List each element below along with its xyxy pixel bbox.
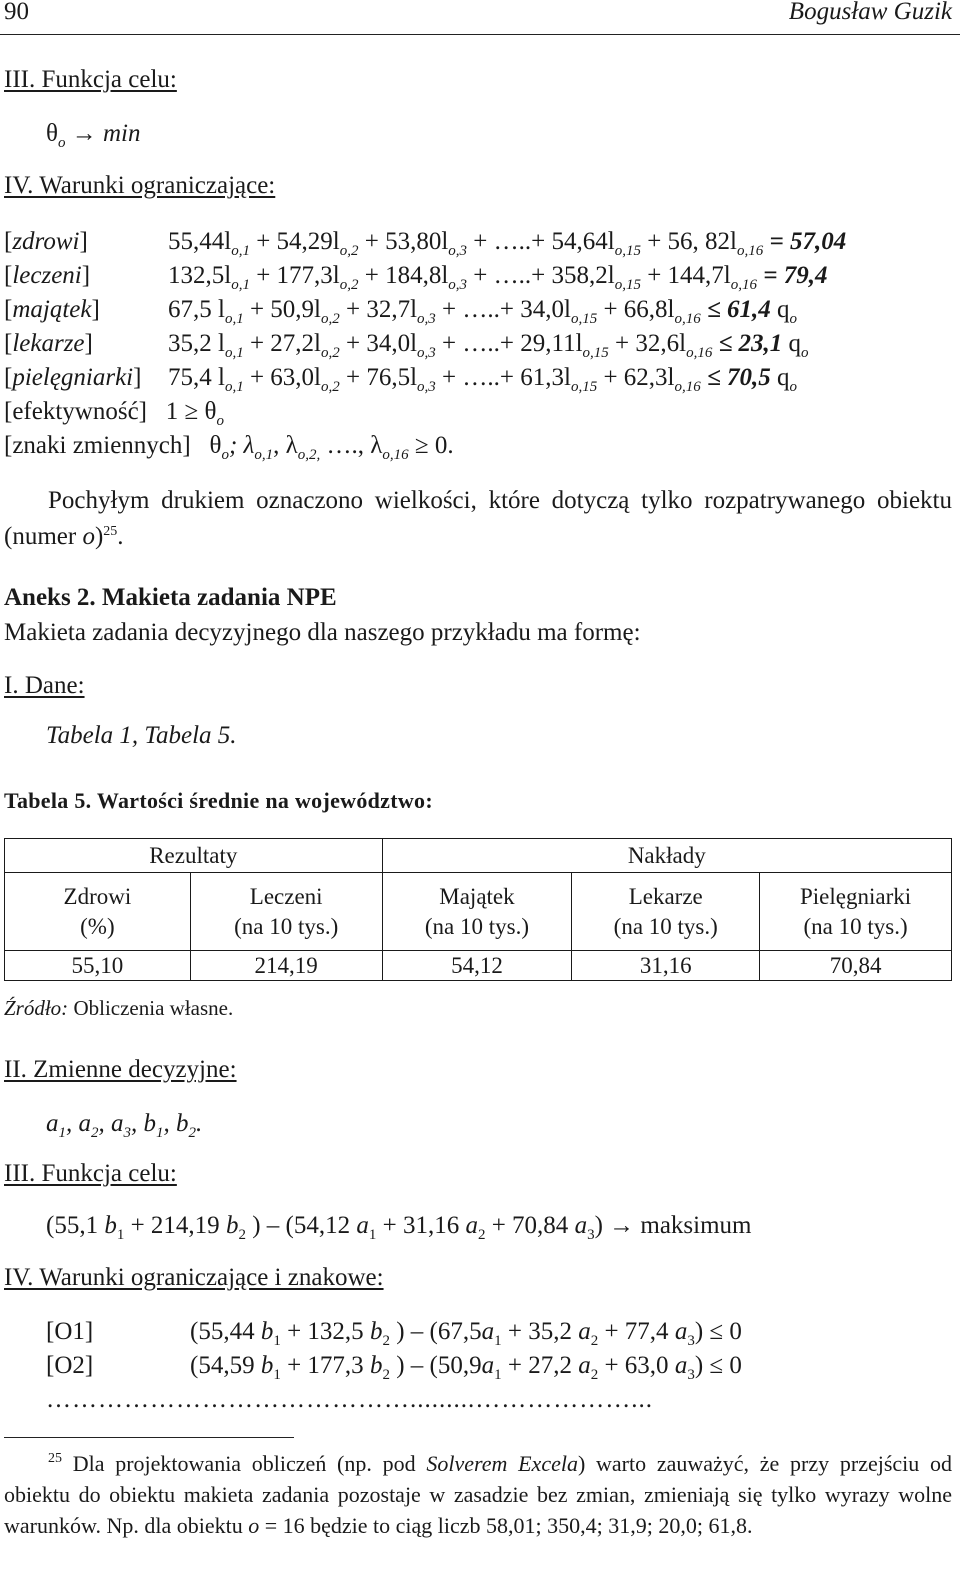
constraint-efektywnosc: [efektywność] $1 \ge \theta_o$ xyxy=(4,398,224,429)
constraint-expression: 35,2 $l_{o,1} + 27,2l_{o,2} + 34,0l_{o,3}$ + …..+ $29,11l_{o,15} + 32,6l_{o,16} \le 23,1$ $q_o$ xyxy=(168,330,809,361)
section-iv-title-2: IV. Warunki ograniczające i znakowe: xyxy=(4,1264,384,1291)
constraint-expression: (54,59 $b_1 + 177,3$ $b_2$ ) – ($50,9a_1 + 27,2$ $a_2 + 63,0$ $a_3) \le 0$ xyxy=(190,1352,742,1383)
column-header: Zdrowi (%) xyxy=(5,873,191,951)
table-cell: 214,19 xyxy=(190,951,382,981)
running-author: Bogusław Guzik xyxy=(788,0,952,25)
footnote-25: $^{25}$ Dla projektowania obliczeń (np. pod Solverem Excela) warto zauważyć, że przy przejściu od obiektu do obiektu makieta zadania pozostaje w zasadzie bez zmian, zmieniają się tylko wyrazy wolne warunków. Np. dla obiektu o = 16 będzie to ciąg liczb 58,01; 350,4; 31,9; 20,0; 61,8. xyxy=(4,1451,953,1538)
continuation-dots: …………………………………….........………………... xyxy=(46,1386,653,1413)
constraint-rhs: ≤ 23,1 xyxy=(712,330,783,357)
constraint-expression: 75,4 $l_{o,1} + 63,0l_{o,2} + 76,5l_{o,3}$ + …..+ $61,3l_{o,15} + 62,3l_{o,16} \le 70,5$ $q_o$ xyxy=(168,364,797,395)
constraint-expression: (55,44 $b_1 + 132,5$ $b_2$ ) – ($67,5a_1 + 35,2$ $a_2 + 77,4$ $a_3) \le 0$ xyxy=(190,1318,742,1349)
objective-min: $\theta_o \to \min$ xyxy=(46,120,141,151)
page-header xyxy=(0,0,960,35)
table-cell: 55,10 xyxy=(5,951,191,981)
table-cell: 31,16 xyxy=(572,951,760,981)
table5-caption: Tabela 5. Wartości średnie na województwo: xyxy=(4,788,433,813)
constraint-label: [O2] xyxy=(46,1352,94,1379)
constraint-expression: $55,44l_{o,1} + 54,29l_{o,2} + 53,80l_{o,3}$ + …..+ $54,64l_{o,15} + 56$, $82l_{o,16} = 57,04$ xyxy=(168,228,847,259)
constraint-znaki: [znaki zmiennych] $\theta_o$; $\lambda_{o,1}$, $\lambda_{o,2,}$ …., $\lambda_{o,16} \ge 0$. xyxy=(4,432,454,463)
aneks-title: Aneks 2. Makieta zadania NPE xyxy=(4,584,337,611)
section-iii-title-2: III. Funkcja celu: xyxy=(4,1160,177,1187)
column-header: Leczeni (na 10 tys.) xyxy=(190,873,382,951)
objective-function: (55,1 $b_1 + 214,19$ $b_2$ ) – (54,12 $a_1 + 31,16$ $a_2 + 70,84$ $a_3$) → maksimum xyxy=(46,1212,752,1243)
section-iii-title: III. Funkcja celu: xyxy=(4,66,177,93)
footnote-divider xyxy=(4,1437,294,1438)
constraint-label: [O1] xyxy=(46,1318,94,1345)
constraint-label: [lekarze] xyxy=(4,330,93,357)
page-number: 90 xyxy=(4,0,29,25)
constraint-expression: $132,5l_{o,1} + 177,3l_{o,2} + 184,8l_{o,3}$ + …..+ $358,2l_{o,15} + 144,7l_{o,16} = 79,4$ xyxy=(168,262,828,293)
constraint-rhs: = 79,4 xyxy=(757,262,828,289)
constraint-label: [pielęgniarki] xyxy=(4,364,142,391)
group-header-naklady: Nakłady xyxy=(382,839,951,873)
aneks-description: Makieta zadania decyzyjnego dla naszego przykładu ma formę: xyxy=(4,619,641,646)
column-header: Pielęgniarki (na 10 tys.) xyxy=(760,873,952,951)
section-iv-title: IV. Warunki ograniczające: xyxy=(4,172,276,199)
constraint-rhs: = 57,04 xyxy=(763,228,847,255)
arrow-icon: → xyxy=(71,120,97,147)
section-ii-title: II. Zmienne decyzyjne: xyxy=(4,1056,237,1083)
constraint-rhs: ≤ 61,4 xyxy=(700,296,771,323)
italic-note: Pochyłym drukiem oznaczono wielkości, które dotyczą tylko rozpatrywanego obiektu (numer o)$^{25}$. xyxy=(4,487,952,550)
section-i-content: Tabela 1, Tabela 5. xyxy=(46,722,237,749)
column-header: Lekarze (na 10 tys.) xyxy=(572,873,760,951)
constraint-expression: 67,5 $l_{o,1} + 50,9l_{o,2} + 32,7l_{o,3}$ + …..+ $34,0l_{o,15} + 66,8l_{o,16} \le 61,4$ $q_o$ xyxy=(168,296,797,327)
footnote-ref: 25 xyxy=(103,524,118,539)
constraint-rhs: ≤ 70,5 xyxy=(700,364,771,391)
constraint-label: [leczeni] xyxy=(4,262,91,289)
table5 xyxy=(4,838,952,981)
column-header: Majątek (na 10 tys.) xyxy=(382,873,572,951)
decision-variables: $a_1$, $a_2$, $a_3$, $b_1$, $b_2$. xyxy=(46,1110,203,1141)
section-i-title: I. Dane: xyxy=(4,672,85,699)
table-cell: 54,12 xyxy=(382,951,572,981)
table-row xyxy=(5,951,952,981)
constraint-label: [zdrowi] xyxy=(4,228,88,255)
table-column-header-row xyxy=(5,873,952,951)
table-group-header-row xyxy=(5,839,952,873)
table5-source: Źródło: Obliczenia własne. xyxy=(4,996,234,1020)
table-cell: 70,84 xyxy=(760,951,952,981)
constraint-label: [majątek] xyxy=(4,296,100,323)
theta-symbol: θ xyxy=(46,120,58,147)
group-header-rezultaty: Rezultaty xyxy=(5,839,383,873)
